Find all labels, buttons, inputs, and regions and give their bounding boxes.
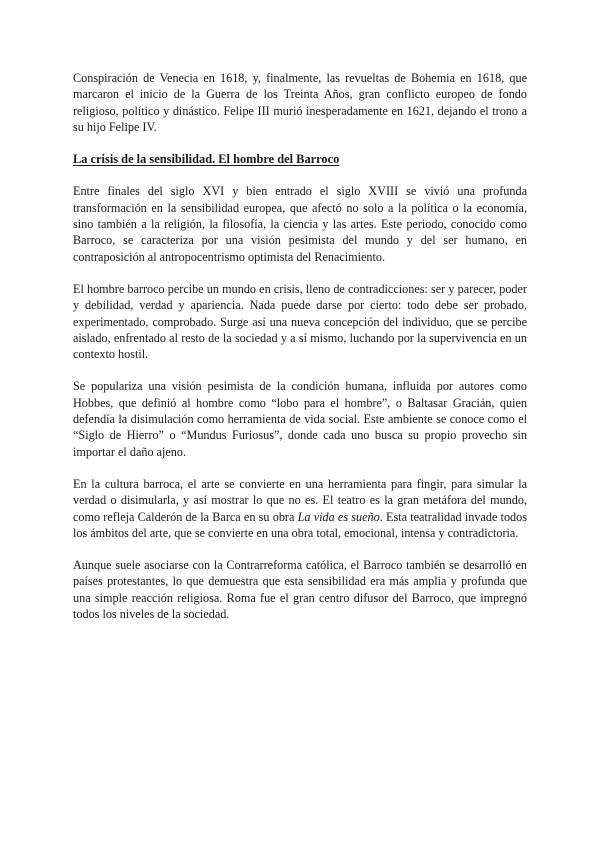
theatre-text-before: En la cultura barroca, el arte se convierte en una herramienta para fingir, para simular la verdad o disimularla, y así mostrar lo que no es. El teatro es la gran metáfora del mundo, como refleja Calderón de la Barca en su obra <box>73 476 527 524</box>
section-heading: La crisis de la sensibilidad. El hombre del Barroco <box>73 152 340 167</box>
paragraph-baroque-man: El hombre barroco percibe un mundo en crisis, lleno de contradicciones: ser y parecer, poder y debilidad, verdad y apariencia. Nada puede darse por cierto: todo debe ser probado, experimentado, comprobado. Surge así una nueva concepción del individuo, que se percibe aislado, enfrentado al resto de la sociedad y a sí mismo, luchando por la supervivencia en un contexto hostil. <box>73 281 527 362</box>
paragraph-theatre <box>73 476 527 541</box>
paragraph-pessimism: Se populariza una visión pesimista de la condición humana, influida por autores como Hobbes, que definió al hombre como “lobo para el hombre”, o Baltasar Gracián, quien defendía la disimulación como herramienta de vida social. Este ambiente se conoce como el “Siglo de Hierro” o “Mundus Furiosus”, donde cada uno busca su propio provecho sin importar el daño ajeno. <box>73 379 527 459</box>
work-title: La vida es sueño <box>297 509 380 524</box>
theatre-text-after: . Esta teatralidad invade todos los ámbitos del arte, que se convierte en una obra total, emocional, intensa y contradictoria. <box>73 509 527 540</box>
closing-paragraph: Aunque suele asociarse con la Contrarreforma católica, el Barroco también se desarrolló en países protestantes, lo que demuestra que esta sensibilidad era más amplia y profunda que una simple reacción religiosa. Roma fue el gran centro difusor del Barroco, que impregnó todos los niveles de la sociedad. <box>73 558 527 622</box>
intro-paragraph: Conspiración de Venecia en 1618, y, finalmente, las revueltas de Bohemia en 1618, que marcaron el inicio de la Guerra de los Treinta Años, gran conflicto europeo de fondo religioso, político y dinástico. Felipe III murió inesperadamente en 1621, dejando el trono a su hijo Felipe IV. <box>73 71 527 134</box>
document-body <box>73 70 527 638</box>
paragraph-transformation: Entre finales del siglo XVI y bien entrado el siglo XVIII se vivió una profunda transformación en la sensibilidad europea, que afectó no solo a la política o la economía, sino también a la religión, la filosofía, la ciencia y las artes. Este periodo, conocido como Barroco, se caracteriza por una visión pesimista del mundo y del ser humano, en contraposición al antropocentrismo optimista del Renacimiento. <box>73 184 527 264</box>
